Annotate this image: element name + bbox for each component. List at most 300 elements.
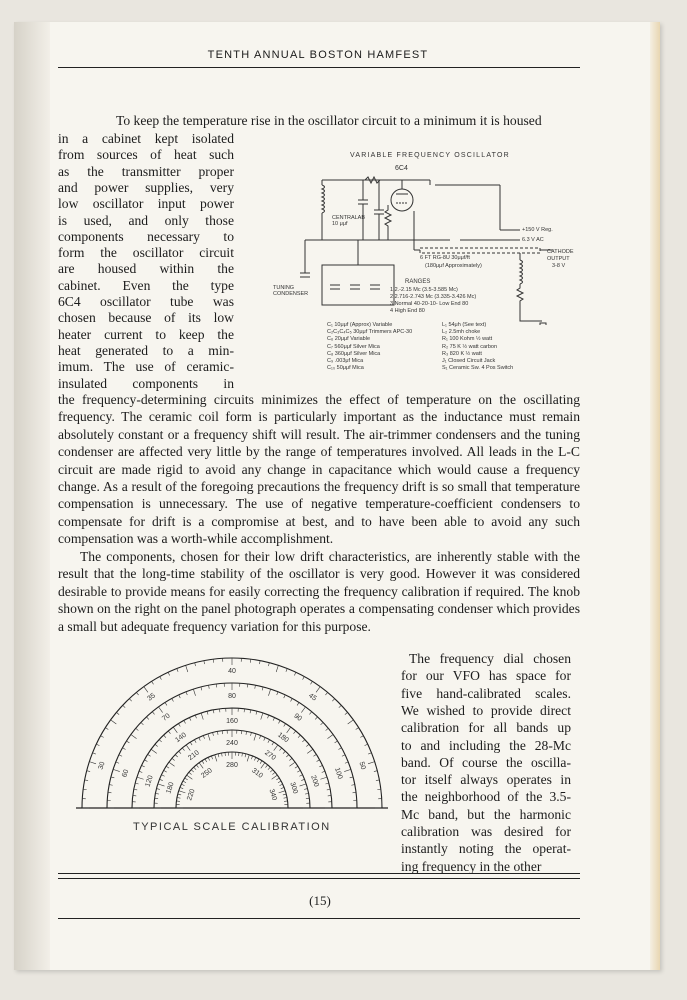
dial-tick xyxy=(327,789,330,790)
dial-tick xyxy=(274,745,278,751)
dial-tick xyxy=(284,724,286,727)
dial-tick xyxy=(374,771,377,772)
dial-scale-label: 70 xyxy=(161,712,172,723)
dial-tick xyxy=(111,777,114,778)
dial-tick xyxy=(85,780,88,781)
range-4: 4 High End 80 xyxy=(390,308,425,314)
dial-scale-label: 35 xyxy=(146,692,157,703)
cable-label: 6 FT RG-8U 30μμf/ft xyxy=(420,255,470,261)
dial-tick xyxy=(135,783,138,784)
dial-tick xyxy=(335,741,338,743)
frequency-dial-drawing xyxy=(70,640,400,840)
dial-tick xyxy=(325,692,327,695)
page-header: TENTH ANNUAL BOSTON HAMFEST xyxy=(207,49,429,61)
tube-label: 6C4 xyxy=(395,165,408,172)
dial-tick xyxy=(195,663,196,666)
dial-tick xyxy=(289,758,292,760)
dial-tick xyxy=(184,720,186,723)
dial-tick xyxy=(345,762,348,763)
range-2: 2 2.716-2.743 Mc (3.335-3.426 Mc) xyxy=(390,294,477,300)
para3-line: instantly noting the operat- xyxy=(401,841,571,857)
dial-tick xyxy=(368,753,371,754)
dial-tick xyxy=(105,728,108,730)
part-entry: S₁ Ceramic Sw. 4 Pos Switch xyxy=(442,365,514,372)
dial-tick xyxy=(297,702,299,705)
dial-tick xyxy=(211,756,212,759)
dial-tick xyxy=(131,735,137,739)
dial-tick xyxy=(279,748,281,751)
para3-line: tor itself always operates in xyxy=(401,772,571,788)
dial-tick xyxy=(183,781,186,783)
dial-tick xyxy=(247,755,249,762)
dial-scale-label: 40 xyxy=(228,667,236,675)
dial-tick xyxy=(317,760,320,762)
dial-tick xyxy=(259,735,260,738)
trimmer-label: CENTRALAB 10 μμf xyxy=(332,215,366,227)
dial-tick xyxy=(122,748,125,750)
dial-tick xyxy=(250,710,251,713)
dial-scale-label: 45 xyxy=(307,692,318,703)
dial-tick xyxy=(356,728,359,730)
dial-scale-label: 180 xyxy=(165,781,176,795)
dial-tick xyxy=(287,727,291,733)
dial-tick xyxy=(280,784,283,785)
dial-tick xyxy=(148,754,151,756)
dial-scale-label: 80 xyxy=(228,692,236,700)
dial-tick xyxy=(179,695,180,698)
dial-tick xyxy=(319,765,322,766)
para1-continuation: the frequency-determining circuits minimizes the effect of temperature on the oscillating frequency. The ceramic coil form is particularly important as the inductance must remain absolutely constant or a frequency shift will result. The air-trimmer condensers and the tuning condenser are affected very little by the range of temperatures involved. All leads in the L-C circuit are made rigid to avoid any change in capacitance which would cause a frequency change. As a result of the foregoing precautions the frequency drift is so small that temperature compensation is unnecessary. The use of negative temperature-coefficient condensers to compensate for drift is a compromise at best, and to have been able to avoid any such compensation was a worth-while accomplishment. xyxy=(58,392,580,547)
dial-tick xyxy=(268,715,269,718)
dial-tick xyxy=(262,687,263,690)
dial-scale-label: 220 xyxy=(186,788,197,802)
dial-tick xyxy=(190,742,192,745)
dial-tick xyxy=(215,755,217,762)
part-entry: C₂C₃C₄C₅ 30μμf Trimmers APC-30 xyxy=(327,329,413,336)
para3-line: the neighborhood of the 3.5- xyxy=(401,789,571,805)
para3-line: The frequency dial chosen xyxy=(409,651,571,666)
dial-tick xyxy=(181,784,184,785)
dial-tick xyxy=(300,784,307,786)
dial-tick xyxy=(160,677,162,680)
dial-tick xyxy=(242,753,243,756)
part-entry: R₂ 75 K ½ watt carbon xyxy=(442,343,498,350)
dial-tick xyxy=(213,710,214,713)
para1-line: 6C4 oscillator tube was xyxy=(58,294,234,309)
dial-tick xyxy=(295,766,298,768)
dial-scale-label: 340 xyxy=(267,788,278,802)
dial-tick xyxy=(137,777,144,779)
dial-tick xyxy=(298,735,300,738)
dial-tick xyxy=(178,724,180,727)
dial-tick xyxy=(109,785,112,786)
header-rule xyxy=(58,67,580,68)
dial-tick xyxy=(151,749,157,753)
dial-tick xyxy=(195,715,196,718)
coil-l1 xyxy=(322,185,325,213)
dial-tick xyxy=(268,767,270,770)
dial-tick xyxy=(264,737,265,740)
para1-line: are housed within the xyxy=(58,261,234,277)
dial-tick xyxy=(281,787,284,788)
range-1: 1 2.-2.15 Mc (3.5-3.585 Mc) xyxy=(390,287,458,293)
dial-tick xyxy=(284,798,287,799)
dial-tick xyxy=(350,777,353,778)
dial-tick xyxy=(165,702,167,705)
dial-tick xyxy=(196,765,198,768)
dial-tick xyxy=(254,757,255,760)
dial-tick xyxy=(187,775,193,779)
dial-tick xyxy=(113,769,120,771)
dial-tick xyxy=(260,761,262,764)
para3-line: calibration was desired for xyxy=(401,824,571,839)
dial-tick xyxy=(321,722,324,724)
dial-tick xyxy=(259,661,260,664)
binding-shadow xyxy=(14,22,50,970)
dial-scale-label: 120 xyxy=(144,774,155,788)
dial-tick xyxy=(134,789,137,790)
dial-tick xyxy=(256,711,257,714)
part-entry: R₃ 820 K ½ watt xyxy=(442,350,482,357)
schematic-title: VARIABLE FREQUENCY OSCILLATOR xyxy=(350,152,510,159)
para1-line: and power supplies, very xyxy=(58,179,234,195)
dial-tick xyxy=(360,736,363,738)
dial-tick xyxy=(189,772,192,774)
dial-tick xyxy=(159,779,162,780)
dial-tick xyxy=(294,731,296,734)
para3-line: for our VFO has space for xyxy=(401,668,571,684)
dial-tick xyxy=(159,740,162,742)
dial-tick xyxy=(268,689,270,696)
b-plus-label: +150 V Reg. xyxy=(522,227,553,233)
dial-tick xyxy=(123,705,126,707)
dial-tick xyxy=(179,751,181,754)
dial-scale-label: 280 xyxy=(226,761,238,769)
dial-scale-label: 210 xyxy=(187,749,201,762)
dial-scale-label: 50 xyxy=(357,760,367,771)
dial-tick xyxy=(320,777,327,779)
para3-line: calibration for all bands up xyxy=(401,720,571,736)
cathode-output-1: CATHODE xyxy=(547,249,574,255)
dial-tick xyxy=(172,698,174,701)
dial-tick xyxy=(309,712,311,715)
ranges-title: RANGES xyxy=(405,279,431,285)
coax-cable xyxy=(420,248,540,253)
dial-tick xyxy=(186,692,187,695)
dial-scale-label: 60 xyxy=(121,768,131,779)
dial-tick xyxy=(365,744,368,745)
dial-tick xyxy=(313,754,316,756)
dial-tick xyxy=(218,754,219,757)
dial-tick xyxy=(168,672,169,675)
dial-tick xyxy=(164,770,167,772)
dial-scale-label: 270 xyxy=(263,749,277,762)
dial-tick xyxy=(345,712,348,714)
dial-tick xyxy=(344,769,351,771)
dial-tick xyxy=(276,778,279,780)
dial-tick xyxy=(116,712,119,714)
para1-line: heater current to keep the xyxy=(58,326,234,342)
dial-tick xyxy=(178,794,181,795)
dial-tick xyxy=(213,732,214,735)
dial-tick xyxy=(254,734,256,741)
dial-scale-label: 90 xyxy=(292,712,303,723)
dial-tick xyxy=(89,762,96,764)
dial-tick xyxy=(142,765,145,766)
dial-tick xyxy=(303,677,305,680)
dial-tick xyxy=(186,665,188,672)
dial-tick xyxy=(116,762,119,763)
dial-tick xyxy=(177,669,178,672)
dial-tick xyxy=(166,766,169,768)
para1-first-line: To keep the temperature rise in the oscillator circuit to a minimum it is housed xyxy=(116,113,542,128)
oscillator-schematic xyxy=(270,145,590,380)
para1-line: low oscillator input power xyxy=(58,196,234,212)
dial-tick xyxy=(368,762,375,764)
dial-tick xyxy=(96,744,99,745)
dial-tick xyxy=(245,754,246,757)
dial-tick xyxy=(175,755,178,757)
dial-tick xyxy=(201,687,202,690)
cathode-output-2: OUTPUT xyxy=(547,256,570,262)
jack-j1 xyxy=(540,323,546,325)
dial-tick xyxy=(189,718,190,721)
dial-scale-label: 160 xyxy=(226,717,238,725)
dial-tick xyxy=(146,717,148,720)
dial-tick xyxy=(283,794,286,795)
dial-tick xyxy=(169,762,175,766)
dial-tick xyxy=(168,731,170,734)
para1-line: chosen because of its low xyxy=(58,310,234,326)
part-entry: C₈ 360μμf Silver Mica xyxy=(327,350,381,357)
dial-tick xyxy=(87,771,90,772)
dial-tick xyxy=(222,753,223,756)
tuning-condenser-label: TUNING CONDENSER xyxy=(273,285,309,297)
dial-tick xyxy=(342,755,345,756)
dial-tick xyxy=(191,770,194,772)
tube-6c4-symbol xyxy=(391,189,413,211)
dial-tick xyxy=(193,689,195,696)
dial-scale-label: 200 xyxy=(309,774,320,788)
dial-scale-label: 240 xyxy=(226,739,238,747)
dial-tick xyxy=(155,744,158,746)
para3-line: We wished to provide direct xyxy=(401,702,571,718)
dial-tick xyxy=(194,767,196,770)
para1-line: as the transmitter proper xyxy=(58,163,234,179)
dial-tick xyxy=(327,735,333,739)
dial-tick xyxy=(272,775,278,779)
dial-tick xyxy=(294,672,295,675)
dial-tick xyxy=(152,681,154,684)
schematic-wiring xyxy=(270,145,590,325)
dial-scale-label: 180 xyxy=(276,731,290,745)
dial-tick xyxy=(376,780,379,781)
dial-caption: TYPICAL SCALE CALIBRATION xyxy=(133,821,331,833)
dial-tick xyxy=(277,692,278,695)
part-entry: L₂ 2.5mh choke xyxy=(442,329,481,336)
dial-tick xyxy=(209,685,210,688)
dial-tick xyxy=(268,740,270,743)
dial-tick xyxy=(119,755,122,756)
dial-tick xyxy=(199,763,203,769)
dial-tick xyxy=(299,775,302,776)
dial-tick xyxy=(180,787,183,788)
para1-line: cabinet. Even the type xyxy=(58,277,234,293)
page-edge xyxy=(650,22,660,970)
dial-tick xyxy=(273,718,274,721)
dial-scale-label: 300 xyxy=(288,781,299,795)
dial-tick xyxy=(199,737,200,740)
dial-tick xyxy=(272,742,274,745)
dial-tick xyxy=(93,753,96,754)
dial-tick xyxy=(158,784,165,786)
dial-scale-label: 310 xyxy=(250,767,264,780)
dial-tick xyxy=(315,717,317,720)
para1-line: in a cabinet kept isolated xyxy=(58,131,234,146)
dial-scale-label: 140 xyxy=(174,731,188,745)
dial-tick xyxy=(144,687,148,693)
dial-tick xyxy=(316,687,320,693)
dial-tick xyxy=(310,681,312,684)
dial-tick xyxy=(101,736,104,738)
dial-tick xyxy=(164,735,166,738)
dial-tick xyxy=(208,757,209,760)
footer-rule-3 xyxy=(58,918,580,919)
dial-tick xyxy=(301,779,304,780)
dial-tick xyxy=(126,741,129,743)
dial-tick xyxy=(208,734,210,741)
dial-tick xyxy=(246,731,247,734)
heater-label: 6.3 V AC xyxy=(522,237,544,243)
dial-tick xyxy=(351,785,354,786)
page-number: (15) xyxy=(309,893,331,908)
dial-tick xyxy=(270,770,273,772)
dial-tick xyxy=(297,770,300,772)
dial-tick xyxy=(326,728,329,730)
para3-line: ing frequency in the other xyxy=(401,858,542,874)
para1-line: components necessary to xyxy=(58,228,234,244)
para1-line: imum. The use of ceramic- xyxy=(58,359,234,375)
dial-tick xyxy=(325,783,328,784)
dial-tick xyxy=(255,685,256,688)
dial-tick xyxy=(136,728,139,730)
dial-tick xyxy=(332,699,334,702)
cable-label-2: (180μμf Approximately) xyxy=(425,263,482,269)
dial-tick xyxy=(286,755,289,757)
dial-tick xyxy=(268,663,269,666)
dial-tick xyxy=(155,793,158,794)
dial-tick xyxy=(301,707,305,713)
dial-tick xyxy=(306,744,309,746)
dial-tick xyxy=(272,772,275,774)
dial-scale-label: 30 xyxy=(97,760,107,771)
para3-line: to and including the 28-Mc xyxy=(401,737,571,753)
dial-tick xyxy=(284,695,285,698)
dial-tick xyxy=(111,720,117,724)
dial-tick xyxy=(129,699,131,702)
dial-tick xyxy=(205,759,207,762)
dial-tick xyxy=(161,775,164,776)
dial-tick xyxy=(322,771,325,772)
dial-tick xyxy=(302,740,305,742)
part-entry: C₁ 10μμf (Approx) Variable xyxy=(327,322,393,328)
dial-tick xyxy=(217,731,218,734)
dial-tick xyxy=(204,661,205,664)
dial-tick xyxy=(179,791,186,793)
dial-tick xyxy=(279,791,286,793)
dial-tick xyxy=(304,789,307,790)
dial-tick xyxy=(207,711,208,714)
dial-tick xyxy=(348,720,354,724)
dial-scale-label: 250 xyxy=(200,767,214,780)
part-entry: J₁ Closed Circuit Jack xyxy=(442,358,496,364)
dial-tick xyxy=(276,665,278,672)
dial-tick xyxy=(173,727,177,733)
dial-tick xyxy=(338,748,341,750)
dial-tick xyxy=(186,745,190,751)
coil-l2 xyxy=(520,260,523,284)
para3-line: band. Of course the oscilla- xyxy=(401,754,571,770)
part-entry: C₉ .003μf Mica xyxy=(327,358,364,364)
dial-tick xyxy=(286,669,287,672)
para3-line: five hand-calibrated scales. xyxy=(401,685,571,701)
para1-line: from sources of heat such xyxy=(58,147,234,163)
para3-line: Mc band, but the harmonic xyxy=(401,806,571,822)
dial-tick xyxy=(185,778,188,780)
dial-tick xyxy=(177,798,180,799)
dial-tick xyxy=(194,740,196,743)
para1-line: heat generated to a min- xyxy=(58,342,234,358)
part-entry: R₁ 100 Kohm ½ watt xyxy=(442,336,493,343)
dial-tick xyxy=(339,705,342,707)
dial-tick xyxy=(141,722,144,724)
part-entry: C₆ 20μμf Variable xyxy=(327,336,371,343)
dial-tick xyxy=(144,760,147,762)
dial-tick xyxy=(156,789,159,790)
dial-tick xyxy=(283,751,285,754)
dial-tick xyxy=(257,759,259,762)
dial-tick xyxy=(278,720,280,723)
dial-tick xyxy=(265,765,267,768)
para2: The components, chosen for their low drift characteristics, are inherently stable with the result that the long-time stability of the oscillator is very good. However it was considered desirable to provide means for easily correcting the frequency calibration if required. The knob shown on the right on the panel photograph operates a compensating condenser which provides a small but adequate frequency variation for this purpose. xyxy=(58,549,580,634)
dial-tick xyxy=(261,713,263,720)
dial-tick xyxy=(251,756,252,759)
cathode-output-3: 3-8 V xyxy=(552,263,566,269)
dial-tick xyxy=(172,758,175,760)
dial-tick xyxy=(202,761,204,764)
dial-tick xyxy=(182,748,184,751)
dial-tick xyxy=(201,713,203,720)
dial-scale-label: 100 xyxy=(333,766,344,781)
part-entry: C₁₀ 50μμf Mica xyxy=(327,365,364,372)
footer-rule-2 xyxy=(58,878,580,879)
dial-tick xyxy=(278,781,281,783)
dial-tick xyxy=(152,712,154,715)
part-entry: C₇ 560μμf Silver Mica xyxy=(327,343,380,350)
dial-tick xyxy=(261,763,265,769)
range-3: 3 Normal 40-20-10- Low End 80 xyxy=(390,301,469,307)
footer-rule-1 xyxy=(58,873,580,874)
dial-tick xyxy=(203,735,204,738)
para1-line: form the oscillator circuit xyxy=(58,245,234,261)
dial-tick xyxy=(289,762,295,766)
part-entry: L₁ 54μh (See text) xyxy=(442,322,487,328)
para1-line: insulated components in xyxy=(58,375,234,391)
dial-tick xyxy=(291,698,293,701)
dial-tick xyxy=(159,707,163,713)
dial-tick xyxy=(307,749,313,753)
dial-tick xyxy=(139,771,142,772)
